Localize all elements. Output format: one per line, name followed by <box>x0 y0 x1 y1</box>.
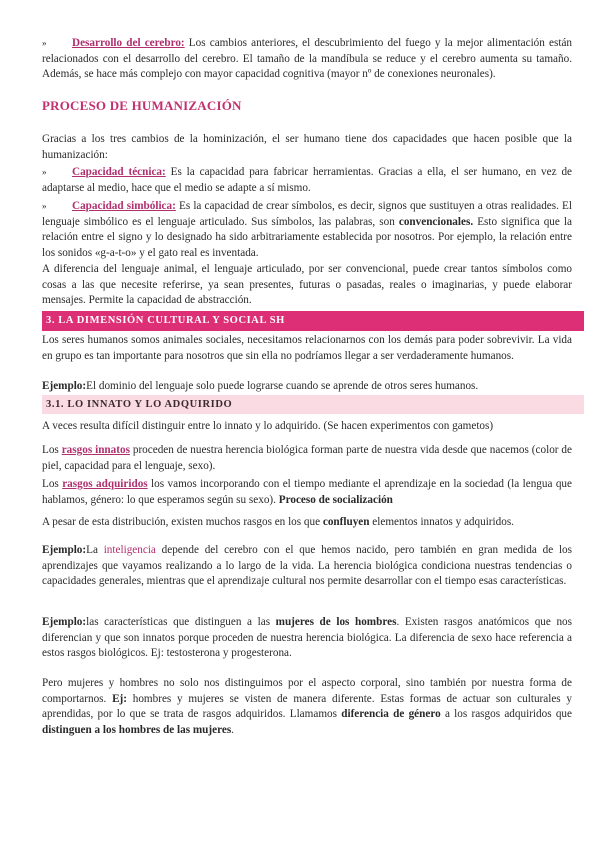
humanization-intro-text: Gracias a los tres cambios de la hominización, el ser humano tiene dos capacidades que hacen posible que la humanización: <box>42 133 572 161</box>
gender-text-b: hombres y mujeres se visten de manera diferente. Estas formas de actuar son culturales y aprendidas, por lo que se trata de rasgos adquiridos. Llamamos <box>42 692 572 721</box>
intelligence-example <box>42 543 572 590</box>
acquired-traits-text: los vamos incorporando con el tiempo mediante el aprendizaje en la sociedad (la lengua que hablamos, género: lo que esperamos según su sexo). <box>42 478 572 506</box>
humanization-title: PROCESO DE HUMANIZACIÓN <box>42 98 242 113</box>
example-label: Ejemplo: <box>42 544 87 556</box>
gender-text-a: Pero mujeres y hombres no solo nos distinguimos por el aspecto corporal, sino también por nuestra forma de comportarnos. <box>42 677 572 705</box>
gender-difference-bold: diferencia de género <box>341 708 441 721</box>
example-label: Ejemplo: <box>42 616 87 628</box>
intelligence-text: depende del cerebro con el que hemos nacido, pero también en gran medida de los aprendizajes que vayamos realizando a lo largo de la vida. La herencia biológica condiciona nuestras tendencias o capacidades generales, mientras que el aprendizaje cultural nos permite desarrollar con el tiempo esas características. <box>42 544 572 588</box>
innate-traits-term: rasgos innatos <box>61 444 130 456</box>
symbolic-capacity-term: Capacidad simbólica: <box>72 200 176 212</box>
symbolic-capacity-text-a: Es la capacidad de crear símbolos, es decir, signos que sustituyen a otras realidades. El lenguaje simbólico es el lenguaje articulado. Sus símbolos, las palabras, son <box>42 200 572 228</box>
innate-acquired-p1 <box>42 419 572 435</box>
confluence-suffix: elementos innatos y adquiridos. <box>369 516 514 528</box>
innate-traits-paragraph <box>42 443 572 474</box>
conventional-bold: convencionales. <box>398 215 474 228</box>
gender-paragraph <box>42 676 572 738</box>
technical-capacity-text: Es la capacidad para fabricar herramientas. Gracias a ella, el ser humano, en vez de adaptarse al medio, hace que el medio se adapte a sí mismo. <box>42 166 573 194</box>
ej-bold: Ej: <box>112 692 127 705</box>
symbolic-capacity-item <box>42 199 572 261</box>
example-label: Ejemplo: <box>42 380 87 392</box>
section-3-paragraph-text: Los seres humanos somos animales sociales, necesitamos relacionarnos con los demás para poder sobrevivir. La vida en grupo es tan importante para nosotros que sin ella no podríamos llegar a ser verdaderamente humanos. <box>42 334 572 362</box>
section-3-heading: 3. LA DIMENSIÓN CULTURAL Y SOCIAL SH <box>42 311 584 331</box>
innate-acquired-p1-text: A veces resulta difícil distinguir entre lo innato y lo adquirido. (Se hacen experimentos con gametos) <box>42 420 494 432</box>
women-men-bold: mujeres de los hombres <box>275 616 397 628</box>
confluence-paragraph <box>42 515 572 531</box>
bullet-icon: » <box>42 167 47 177</box>
humanization-intro <box>42 132 572 163</box>
gender-text-c: a los rasgos adquiridos que <box>440 708 572 721</box>
confluence-bold: confluyen <box>322 516 370 528</box>
brain-development-item <box>42 36 572 83</box>
acquired-traits-prefix: Los <box>42 478 63 490</box>
acquired-traits-term: rasgos adquiridos <box>62 478 148 490</box>
technical-capacity-term: Capacidad técnica: <box>72 166 166 178</box>
innate-traits-text: proceden de nuestra herencia biológica forman parte de nuestra vida desde que nacemos (color de piel, capacidad para el lenguaje, sexo). <box>42 444 572 472</box>
socialization-bold: Proceso de socialización <box>278 493 393 506</box>
section-3-example <box>42 379 572 395</box>
bullet-icon: » <box>42 38 47 48</box>
innate-traits-prefix: Los <box>42 444 62 456</box>
section-3-paragraph <box>42 333 572 364</box>
acquired-traits-paragraph <box>42 477 572 508</box>
gender-text-d: . <box>231 723 234 736</box>
sex-differences-prefix: las características que distinguen a las <box>86 616 276 628</box>
technical-capacity-item <box>42 165 572 196</box>
intelligence-term: inteligencia <box>103 544 156 556</box>
symbolic-capacity-text-b: Esto significa que la relación entre el signo y lo designado ha sido arbitrariamente establecida por nosotros. Por ejemplo, la relación entre los sonidos «g-a-t-o» y el gato real es inventada. <box>42 215 573 259</box>
sex-differences-text: . Existen rasgos anatómicos que nos diferencian y que son innatos porque proceden de nuestra herencia biológica. La diferencia de sexo hace referencia a estos rasgos biológicos. Ej: testosterona y progesterona. <box>42 616 573 660</box>
brain-development-text: Los cambios anteriores, el descubrimiento del fuego y la mejor alimentación están relacionados con el desarrollo del cerebro. El tamaño de la mandíbula se reduce y el cerebro aumenta su tamaño. Además, se hace más complejo con mayor capacidad cognitiva (mayor nº de conexiones neuronales). <box>42 37 572 81</box>
bullet-icon: » <box>42 201 47 211</box>
humanization-closing <box>42 262 572 309</box>
distinguish-bold: distinguen a los hombres de las mujeres <box>42 723 232 736</box>
section-3-1-heading: 3.1. LO INNATO Y LO ADQUIRIDO <box>42 395 584 414</box>
sex-differences-example <box>42 615 572 662</box>
intelligence-prefix: La <box>86 544 104 556</box>
example-text: El dominio del lenguaje solo puede lograrse cuando se aprende de otros seres humanos. <box>86 380 479 392</box>
confluence-prefix: A pesar de esta distribución, existen muchos rasgos en los que <box>42 516 323 528</box>
brain-development-term: Desarrollo del cerebro: <box>72 37 185 49</box>
humanization-closing-text: A diferencia del lenguaje animal, el lenguaje articulado, por ser convencional, puede crear tantos símbolos como cosas a las que necesite referirse, ya sean presentes, futuras o pasadas, reales o imaginarias, y puede elaborar mensajes. Permite la capacidad de abstracción. <box>42 263 572 307</box>
